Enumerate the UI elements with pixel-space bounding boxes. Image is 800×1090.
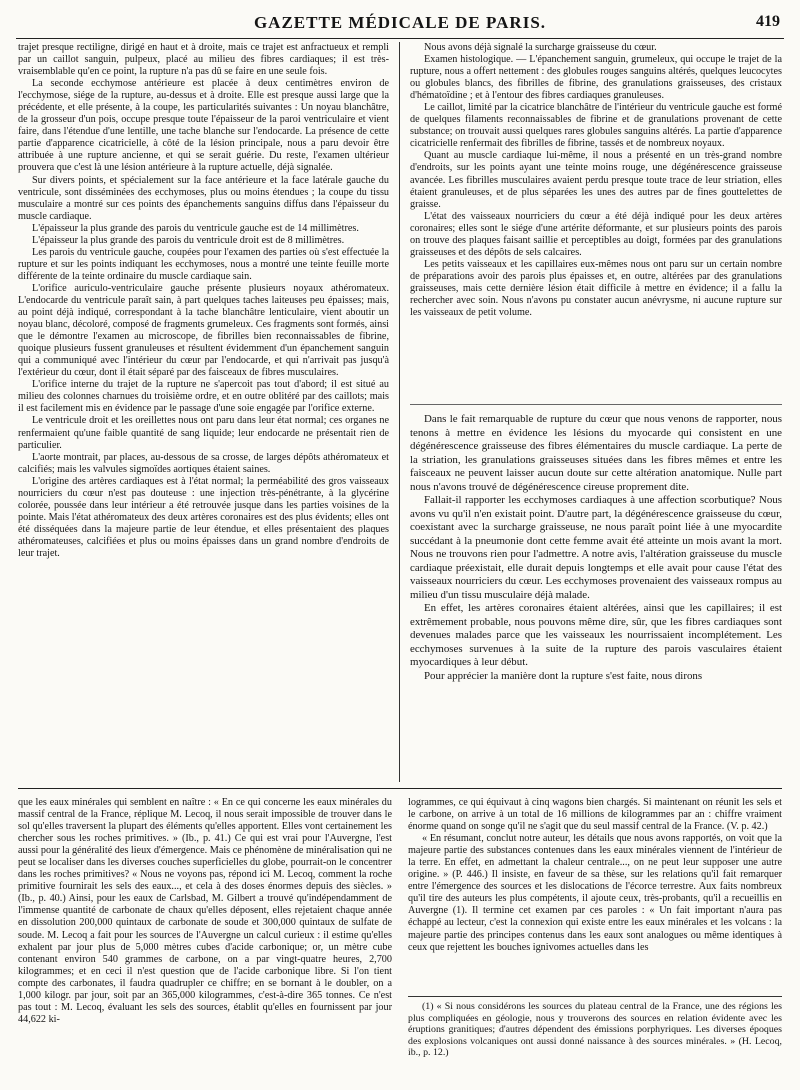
paragraph: En effet, les artères coronaires étaient altérées, ainsi que les capillaires; il est extrêmement probable, nous pouvons même dire, sûr, que les fibres cardiaques sont devenues malades parce que les vaisseaux les nourrissaient incomplétement. Les ecchymoses survenues à la suite de la rupture des parois vasculaires étaient myocardiques à leur début. xyxy=(410,602,782,668)
page-number: 419 xyxy=(756,13,780,30)
paragraph: Fallait-il rapporter les ecchymoses cardiaques à une affection scorbutique? Nous avons vu qu'il n'en existait point. D'autre part, la dégénérescence graisseuse du cœur, coexistant avec la surcharge graisseuse, ne nous paraît point liée à une myocardite succédant à la pneumonie dont cette femme avait été atteinte un mois avant la mort. Nous ne trouvons rien pour l'admettre. A notre avis, l'altération graisseuse du muscle cardiaque préexistait, elle durait depuis longtemps et elle avait pour cause l'état des vaisseaux nourriciers du cœur. Les ecchymoses provenaient des vaisseaux rompus au milieu d'un tissu musculaire déjà malade. xyxy=(410,494,782,601)
feuilleton-rule xyxy=(18,788,782,789)
paragraph: L'orifice interne du trajet de la rupture ne s'apercoit pas tout d'abord; il est situé au milieu des colonnes charnues du troisième ordre, et en outre oblitéré par des caillots; mais il est facilement mis en évidence par le passage d'une soie engagée par l'orifice externe. xyxy=(18,379,389,415)
paragraph: Examen histologique. — L'épanchement sanguin, grumeleux, qui occupe le trajet de la rupture, nous a offert nettement : des globules rouges sanguins altérés, quelques leucocytes ou globules blancs, des fibrilles de fibrine, des granulations graisseuses, des cristaux d'hématoïdine ; et à l'entour des fibres cardiaques granuleuses. xyxy=(410,54,782,102)
paragraph: Nous avons déjà signalé la surcharge graisseuse du cœur. xyxy=(424,42,657,53)
paragraph: L'origine des artères cardiaques est à l'état normal; la perméabilité des gros vaisseaux nourriciers du cœur n'est pas douteuse : une injection très-pénétrante, à la glycérine colorée, poussée dans leur intérieur a été retrouvée jusque dans les parties voisines de la pointe. Mais l'état athéromateux des deux artères coronaires est des plus évidents; elles ont été disséquées dans la majeure partie de leur étendue, et elles présentaient des plaques athéromateuses, calcifiées et plus ou moins épaisses dans un grand nombre d'endroits de leur trajet. xyxy=(18,475,389,559)
footnote-text: (1) « Si nous considérons les sources du plateau central de la France, une des régions les plus compliquées en géologie, nous y trouverons des sources en relation évidente avec les éruptions granitiques; d'autres dépendent des émissions porphyriques. Les diverses époques des explosions volcaniques ont aussi donné naissance à des sources minérales. » (H. Lecoq, ib., p. 12.) xyxy=(408,1001,782,1058)
paragraph: La seconde ecchymose antérieure est placée à deux centimètres environ de l'ecchymose, siége de la rupture, au-dessus et à droite. Elle est presque aussi large que la précédente, et elle présente, à la coupe, les particularités suivantes : Un noyau blanchâtre, de la grosseur d'un pois, occupe presque toute l'épaisseur de la paroi ventriculaire et vient faire, dans l'étendue d'une lentille, une tache blanche sur l'endocarde. La présence de cette partie d'apparence cicatricielle, à côté de la lésion principale, nous a paru devoir être attribuée à une rupture ancienne, et qui se serait guérie. Du reste, l'examen ultérieur prouvera que c'est là une lésion antérieure à la rupture actuelle, déjà signalée. xyxy=(18,78,389,174)
footnote xyxy=(408,1001,782,1087)
paragraph: Pour apprécier la manière dont la rupture s'est faite, nous dirons xyxy=(424,669,703,682)
page-header xyxy=(16,10,784,39)
paragraph: « En résumant, conclut notre auteur, les détails que nous avons rapportés, on voit que la majeure partie des substances contenues dans les eaux minérales viennent de l'intérieur de la terre. En effet, en admettant la chaleur centrale..., on ne peut leur supposer une autre origine. » (P. 446.) Il insiste, en faveur de sa thèse, sur les relations qu'il fait remarquer entre l'émergence des sources et les dislocations de l'écorce terrestre. Aux faits nombreux qu'il tire des auteurs les plus compétents, il ajoute ceux, très-probants, qu'il a recueillis en Auvergne (1). Il termine cet examen par ces paroles : « Un fait important n'aura pas échappé au lecteur, c'est la connexion qui existe entre les eaux minérales et les volcans : la majeure partie des principes contenus dans les eaux sont analogues ou même identiques à ceux que rejettent les bouches ignivomes actuelles dans les xyxy=(408,833,782,953)
column-rule xyxy=(399,42,400,782)
paragraph: que les eaux minérales qui semblent en naître : « En ce qui concerne les eaux minérales du massif central de la France, réplique M. Lecoq, il nous serait impossible de trouver dans le sol qu'elles traversent la plupart des éléments qu'elles apportent. Elles vont certainement les chercher sous les roches primitives. » (Ib., p. 41.) Ce qui est vrai pour l'Auvergne, l'est aussi pour la généralité des lieux d'émergence. Mais ce phénomène de minéralisation qui ne peut se localiser dans les diverses couches superficielles du globe, pourrait-on le concentrer dans les roches primitives? « Nous ne voyons pas, répond ici M. Lecoq, comment la roche primitive fournirait les sels des eaux..., et cela à des doses énormes depuis des siècles. » (Ib., p. 40.) Ainsi, pour les eaux de Carlsbad, M. Gilbert a trouvé qu'indépendamment de l'immense quantité de carbonate de chaux qu'elles déposent, elles rejetaient chaque année en dissolution 200,000 quintaux de carbonate de soude et 300,000 quintaux de sulfate de soude. M. Lecoq a fait pour les sources de l'Auvergne un calcul curieux : il estime qu'elles exhalent par jour plus de 5,000 mètres cubes d'acide carbonique; or, un mètre cube contenant environ 540 grammes de carbone, on a par vingt-quatre heures, 2,700 kilogrammes; et en ceci il n'est question que de l'acide carbonique libre. Si l'on tient compte des carbonates, il faudra quadrupler ce chiffre; en se bornant à le doubler, on a 1,000 kilogr. par jour, soit par an 365,000 kilogrammes, c'est-à-dire 365 tonnes. Ce n'est pas tout : M. Lecoq, évaluant les sels des sources, établit qu'elles en fournissent par jour 44,622 ki- xyxy=(18,797,392,1025)
discussion-column xyxy=(410,413,782,785)
paragraph: L'épaisseur la plus grande des parois du ventricule droit est de 8 millimètres. xyxy=(32,234,345,246)
paragraph: Les parois du ventricule gauche, coupées pour l'examen des parties où s'est effectuée la rupture et sur les points indiquant les ecchymoses, nous a montré une teinte feuille morte différente de la teinte ordinaire du muscle cardiaque sain. xyxy=(18,246,389,282)
paragraph: L'état des vaisseaux nourriciers du cœur a été déjà indiqué pour les deux artères coronaires; elles sont le siége d'une artérite déformante, et sur plusieurs points des parois on trouve des plaques faisant saillie et perceptibles au doigt, formées par des granulations graisseuses et des dépôts de sels calcaires. xyxy=(410,210,782,258)
footnote-rule xyxy=(408,996,782,997)
section-divider xyxy=(410,404,782,405)
top-left-column xyxy=(18,42,389,782)
paragraph: Dans le fait remarquable de rupture du cœur que nous venons de rapporter, nous tenons à mettre en évidence les lésions du myocarde qui consistent en une dégénérescence graisseuse des fibres élémentaires du muscle cardiaque. La perte de la striation, les granulations graisseuses situées dans les fibres mêmes et entre les faisceaux ne peuvent laisser aucun doute sur cette altération anatomique. Nulle part nous n'avons trouvé de dégénérescence cireuse proprement dite. xyxy=(410,413,782,493)
paragraph: Le ventricule droit et les oreillettes nous ont paru dans leur état normal; ces organes ne renfermaient qu'une faible quantité de sang liquide; leur endocarde ne présentait rien de particulier. xyxy=(18,415,389,451)
journal-title: GAZETTE MÉDICALE DE PARIS. xyxy=(253,13,547,32)
paragraph: L'aorte montrait, par places, au-dessous de sa crosse, de larges dépôts athéromateux et calcifiés; mais les valvules sigmoïdes aortiques étaient saines. xyxy=(18,451,389,475)
paragraph: Le caillot, limité par la cicatrice blanchâtre de l'intérieur du ventricule gauche est formé de quelques filaments reconnaissables de fibrine et de granulations provenant de cette substance; on trouvait aussi quelques rares globules sanguins altérés. La partie d'apparence cicatricielle renfermait des fibrilles de fibrine, tassés et de nombreux noyaux. xyxy=(410,102,782,150)
bottom-left-column xyxy=(18,797,392,1087)
paragraph: L'épaisseur la plus grande des parois du ventricule gauche est de 14 millimètres. xyxy=(32,222,359,234)
paragraph: logrammes, ce qui équivaut à cinq wagons bien chargés. Si maintenant on réunit les sels et le carbone, on arrive à un total de 16 millions de kilogrammes par an : chiffre vraiment énorme quand on songe qu'il ne s'agit que du seul massif central de la France. (V. p. 42.) xyxy=(408,797,782,833)
paragraph: trajet presque rectiligne, dirigé en haut et à droite, mais ce trajet est anfractueux et rempli par un caillot sanguin, pulpeux, placé au milieu des fibres cardiaques; il est très-vraisemblable qu'en ce point, la rupture n'a pas dû se faire en une seule fois. xyxy=(18,42,389,78)
paragraph: Les petits vaisseaux et les capillaires eux-mêmes nous ont paru sur un certain nombre de préparations avoir des parois plus épaisses et, en outre, altérées par des granulations graisseuses, mais cette dernière lésion était difficile à mettre en évidence; il a fallu la rechercher avec soin. Nous n'avons pu constater aucun anévrysme, ni aucune rupture sur les vaisseaux de petit volume. xyxy=(410,258,782,319)
paragraph: Quant au muscle cardiaque lui-même, il nous a présenté en un très-grand nombre d'endroits, sur les points ayant une teinte moins rouge, une dégénérescence graisseuse avancée. Les fibrilles musculaires avaient perdu presque toute trace de leur striation, elles étaient granuleuses, et de plus séparées les unes des autres par de fines gouttelettes de graisse. xyxy=(410,150,782,210)
paragraph: L'orifice auriculo-ventriculaire gauche présente plusieurs noyaux athéromateux. L'endocarde du ventricule paraît sain, à part quelques taches laiteuses peu épaisses; mais, au point déjà indiqué, correspondant à la tache blanchâtre lenticulaire, vient aboutir un noyau blanc, décoloré, composé de fragments grumeleux. Ces fragments sont formés, ainsi que le démontre l'examen au microscope, de fibrilles bien reconnaissables de fibrine, quoique plusieurs fussent granuleuses et résultent évidemment d'un épanchement sanguin qui a communiqué avec l'intérieur du cœur par l'endocarde, et qui n'arrivait pas jusqu'à l'extérieur du cœur, dont il était séparé par des faisceaux de fibres musculaires. xyxy=(18,282,389,379)
paragraph: Sur divers points, et spécialement sur la face antérieure et la face latérale gauche du ventricule, sont disséminées des ecchymoses, plus ou moins étendues ; la coupe du tissu musculaire a montré sur ces points des épanchements sanguins diffus dans l'épaisseur du muscle cardiaque. xyxy=(18,174,389,222)
bottom-right-column xyxy=(408,797,782,991)
top-right-column xyxy=(410,42,782,396)
